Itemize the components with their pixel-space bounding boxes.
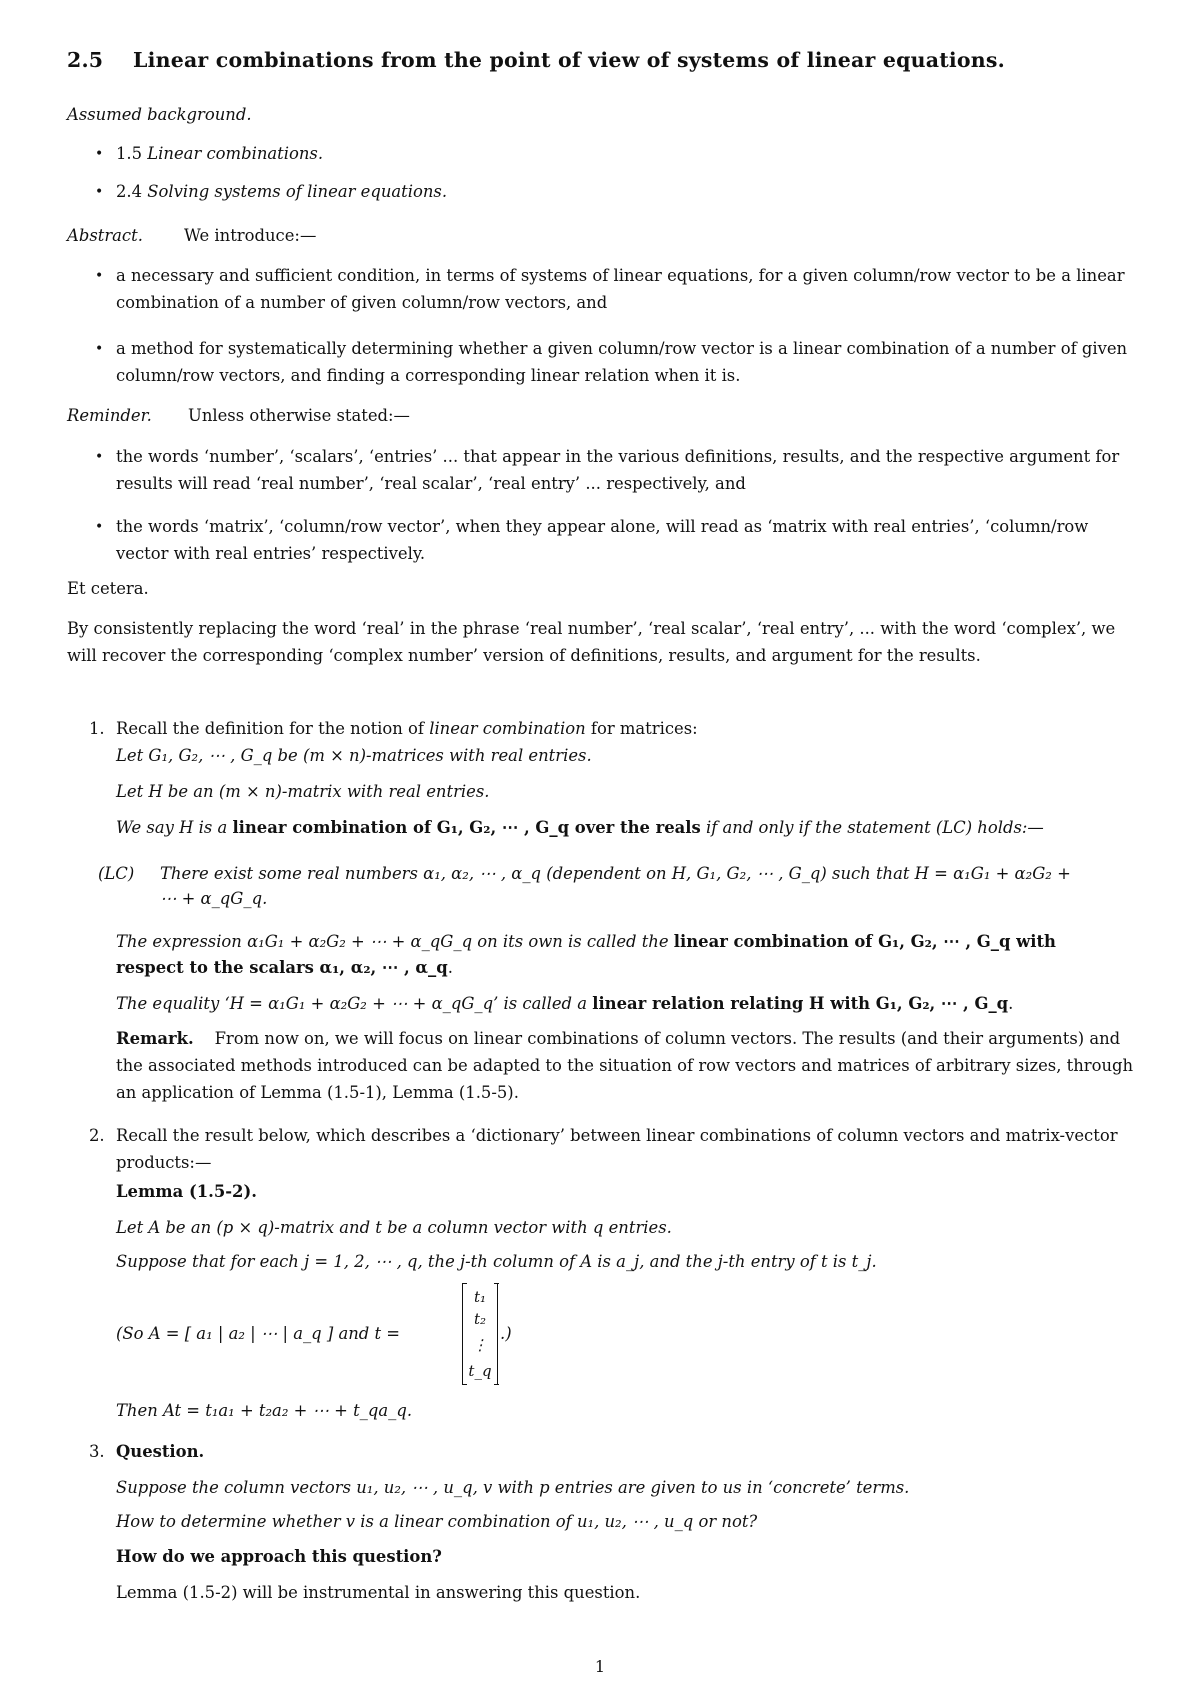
reminder-item-2: the words ‘matrix’, ‘column/row vector’, when they appear alone, will read as ‘matrix with real entries’, ‘column/row vector with real entries’ respectively. — [116, 517, 1089, 563]
item3-suppose: Suppose the column vectors u₁, u₂, ⋯ , u_q, v with p entries are given to us in ‘concrete’ terms. — [116, 1478, 910, 1497]
item1-let-g: Let G₁, G₂, ⋯ , G_q be (m × n)-matrices with real entries. — [116, 746, 592, 765]
bullet-icon: • — [95, 449, 104, 465]
list-number-3: 3. — [89, 1442, 105, 1461]
list-number-1: 1. — [89, 719, 105, 738]
lc-line-2: ⋯ + α_qG_q. — [160, 889, 268, 908]
item2-then: Then At = t₁a₁ + t₂a₂ + ⋯ + t_qa_q. — [116, 1401, 413, 1420]
item1-expression: The expression α₁G₁ + α₂G₂ + ⋯ + α_qG_q on its own is called the linear combination of G₁, G₂, ⋯ , G_q with — [116, 932, 1056, 951]
matrix-entry: t_q — [468, 1362, 492, 1380]
abstract-label: Abstract. — [67, 226, 143, 245]
item1-recall: Recall the definition for the notion of linear combination for matrices: — [116, 719, 698, 738]
column-vector-matrix — [462, 1283, 498, 1385]
item1-we-say: We say H is a linear combination of G₁, G₂, ⋯ , G_q over the reals if and only if the statement (LC) holds:— — [116, 818, 1044, 837]
item2-so-a: (So A = [ a₁ | a₂ | ⋯ | a_q ] and t = — [116, 1324, 401, 1343]
list-number-2: 2. — [89, 1126, 105, 1145]
section-number: 2.5 — [67, 48, 104, 72]
item2-let-a: Let A be an (p × q)-matrix and t be a column vector with q entries. — [116, 1218, 672, 1237]
item2-suppose: Suppose that for each j = 1, 2, ⋯ , q, the j-th column of A is a_j, and the j-th entry of t is t_j. — [116, 1252, 877, 1271]
reminder-item-1: the words ‘number’, ‘scalars’, ‘entries’ ... that appear in the various definitions, results, and the respective argument for results will read ‘real number’, ‘real scalar’, ‘real entry’ ... respectively, and — [116, 447, 1120, 493]
bullet-icon: • — [95, 341, 104, 357]
reminder-lead: Unless otherwise stated:— — [188, 406, 410, 425]
lc-label: (LC) — [98, 864, 135, 883]
bullet-icon: • — [95, 146, 104, 162]
item1-expression-cont: respect to the scalars α₁, α₂, ⋯ , α_q. — [116, 958, 453, 977]
section-heading — [67, 48, 1005, 72]
lemma-label: Lemma (1.5-2). — [116, 1182, 257, 1201]
item1-equality: The equality ‘H = α₁G₁ + α₂G₂ + ⋯ + α_qG_q’ is called a linear relation relating H with G₁, G₂, ⋯ , G_q. — [116, 994, 1014, 1013]
item3-how: How to determine whether v is a linear combination of u₁, u₂, ⋯ , u_q or not? — [116, 1512, 758, 1531]
item3-approach: How do we approach this question? — [116, 1547, 442, 1566]
question-label: Question. — [116, 1442, 205, 1461]
matrix-entry: t₁ — [473, 1288, 487, 1306]
matrix-entry: t₂ — [473, 1310, 487, 1328]
background-item-1: 1.5 Linear combinations. — [116, 144, 324, 163]
abstract-lead: We introduce:— — [184, 226, 317, 245]
lc-line-1: There exist some real numbers α₁, α₂, ⋯ , α_q (dependent on H, G₁, G₂, ⋯ , G_q) such that H = α₁G₁ + α₂G₂ + — [160, 864, 1071, 883]
consistency-paragraph: By consistently replacing the word ‘real’ in the phrase ‘real number’, ‘real scalar’, ‘real entry’, ... with the word ‘complex’, we will recover the corresponding ‘complex number’ version of definitions, results, and argument for the results. — [67, 619, 1116, 665]
bullet-icon: • — [95, 519, 104, 535]
abstract-item-2: a method for systematically determining whether a given column/row vector is a linear combination of a number of given column/row vectors, and finding a corresponding linear relation when it is. — [116, 339, 1128, 385]
abstract-item-1: a necessary and sufficient condition, in terms of systems of linear equations, for a given column/row vector to be a linear combination of a number of given column/row vectors, and — [116, 266, 1125, 312]
item1-remark: Remark. From now on, we will focus on linear combinations of column vectors. The results (and their arguments) and the associated methods introduced can be adapted to the situation of row vectors and matrices of arbitrary sizes, through an application of Lemma (1.5-1), Lemma (1.5-5). — [116, 1029, 1134, 1102]
item2-so-end: .) — [500, 1324, 512, 1343]
item2-recall: Recall the result below, which describes a ‘dictionary’ between linear combinations of column vectors and matrix-vector products:— — [116, 1126, 1118, 1172]
reminder-label: Reminder. — [67, 406, 152, 425]
matrix-entry: ⋮ — [472, 1336, 488, 1354]
et-cetera: Et cetera. — [67, 579, 149, 598]
bullet-icon: • — [95, 268, 104, 284]
item1-let-h: Let H be an (m × n)-matrix with real entries. — [116, 782, 490, 801]
page-number: 1 — [594, 1657, 606, 1676]
background-item-2: 2.4 Solving systems of linear equations. — [116, 182, 448, 201]
background-label: Assumed background. — [67, 105, 252, 124]
section-title: Linear combinations from the point of view of systems of linear equations. — [133, 48, 1005, 72]
bullet-icon: • — [95, 184, 104, 200]
item3-lemma-use: Lemma (1.5-2) will be instrumental in answering this question. — [116, 1583, 641, 1602]
